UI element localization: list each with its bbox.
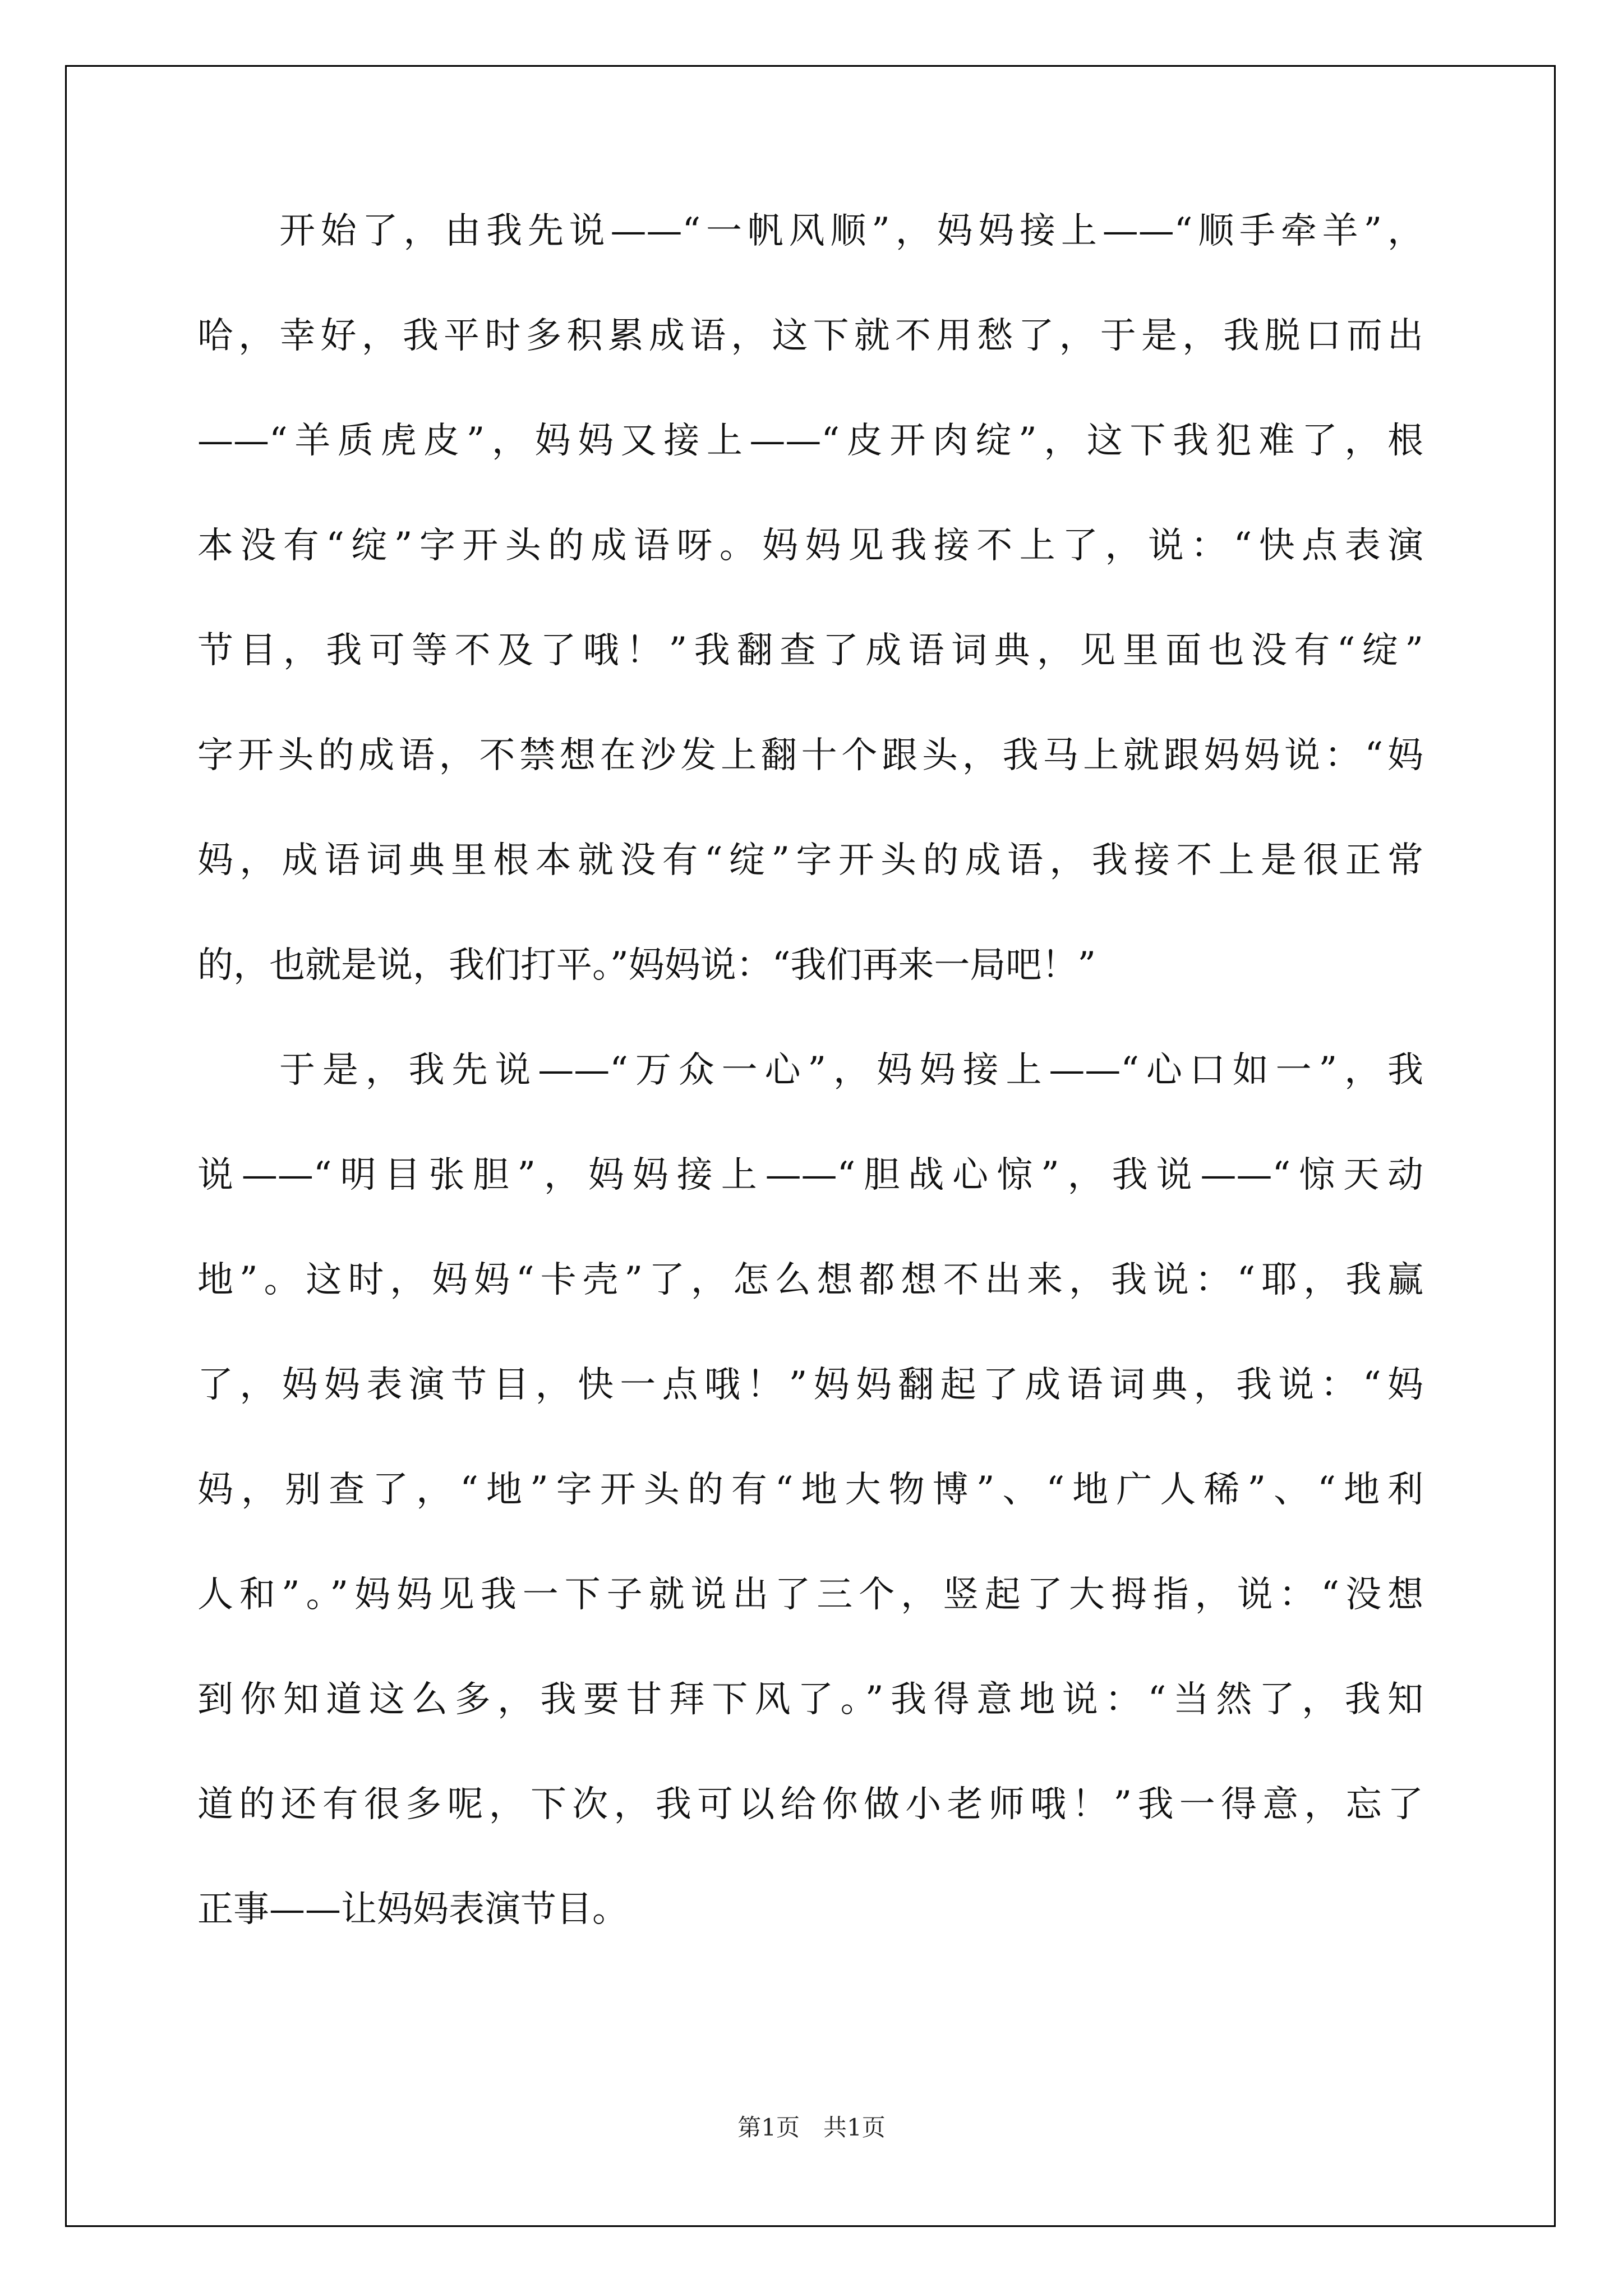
paragraph-1-line-4: 本没有“绽”字开头的成语呀。妈妈见我接不上了，说：“快点表演 <box>197 525 1423 567</box>
page-number: 第1页 共1页 <box>737 2114 886 2141</box>
paragraph-2-line-6: 人和”。”妈妈见我一下子就说出了三个，竖起了大拇指，说：“没想 <box>197 1574 1423 1616</box>
paragraph-1-line-5: 节目，我可等不及了哦！”我翻查了成语词典，见里面也没有“绽” <box>197 630 1423 671</box>
paragraph-2-line-4: 了，妈妈表演节目，快一点哦！”妈妈翻起了成语词典，我说：“妈 <box>197 1364 1423 1406</box>
paragraph-1-line-3: ——“羊质虎皮”，妈妈又接上——“皮开肉绽”，这下我犯难了，根 <box>197 420 1423 462</box>
paragraph-2-line-3: 地”。这时，妈妈“卡壳”了，怎么想都想不出来，我说：“耶，我赢 <box>197 1259 1423 1301</box>
paragraph-1-line-7: 妈，成语词典里根本就没有“绽”字开头的成语，我接不上是很正常 <box>197 840 1423 881</box>
paragraph-2-line-2: 说——“明目张胆”，妈妈接上——“胆战心惊”，我说——“惊天动 <box>197 1154 1423 1196</box>
paragraph-2-line-8: 道的还有很多呢，下次，我可以给你做小老师哦！”我一得意，忘了 <box>197 1784 1423 1825</box>
paragraph-2-line-9: 正事——让妈妈表演节目。 <box>197 1889 628 1930</box>
page-footer <box>0 2109 1623 2143</box>
paragraph-2-line-5: 妈，别查了，“地”字开头的有“地大物博”、“地广人稀”、“地利 <box>197 1469 1423 1511</box>
paragraph-1-line-1: 开始了，由我先说——“一帆风顺”，妈妈接上——“顺手牵羊”， <box>279 210 1423 252</box>
paragraph-2-line-1: 于是，我先说——“万众一心”，妈妈接上——“心口如一”，我 <box>279 1050 1423 1091</box>
paragraph-1-line-6: 字开头的成语，不禁想在沙发上翻十个跟头，我马上就跟妈妈说：“妈 <box>197 735 1423 776</box>
paragraph-1-line-8: 的，也就是说，我们打平。”妈妈说：“我们再来一局吧！” <box>197 945 1096 986</box>
paragraph-2-line-7: 到你知道这么多，我要甘拜下风了。”我得意地说：“当然了，我知 <box>197 1679 1423 1720</box>
paragraph-1-line-2: 哈，幸好，我平时多积累成语，这下就不用愁了，于是，我脱口而出 <box>197 315 1423 357</box>
